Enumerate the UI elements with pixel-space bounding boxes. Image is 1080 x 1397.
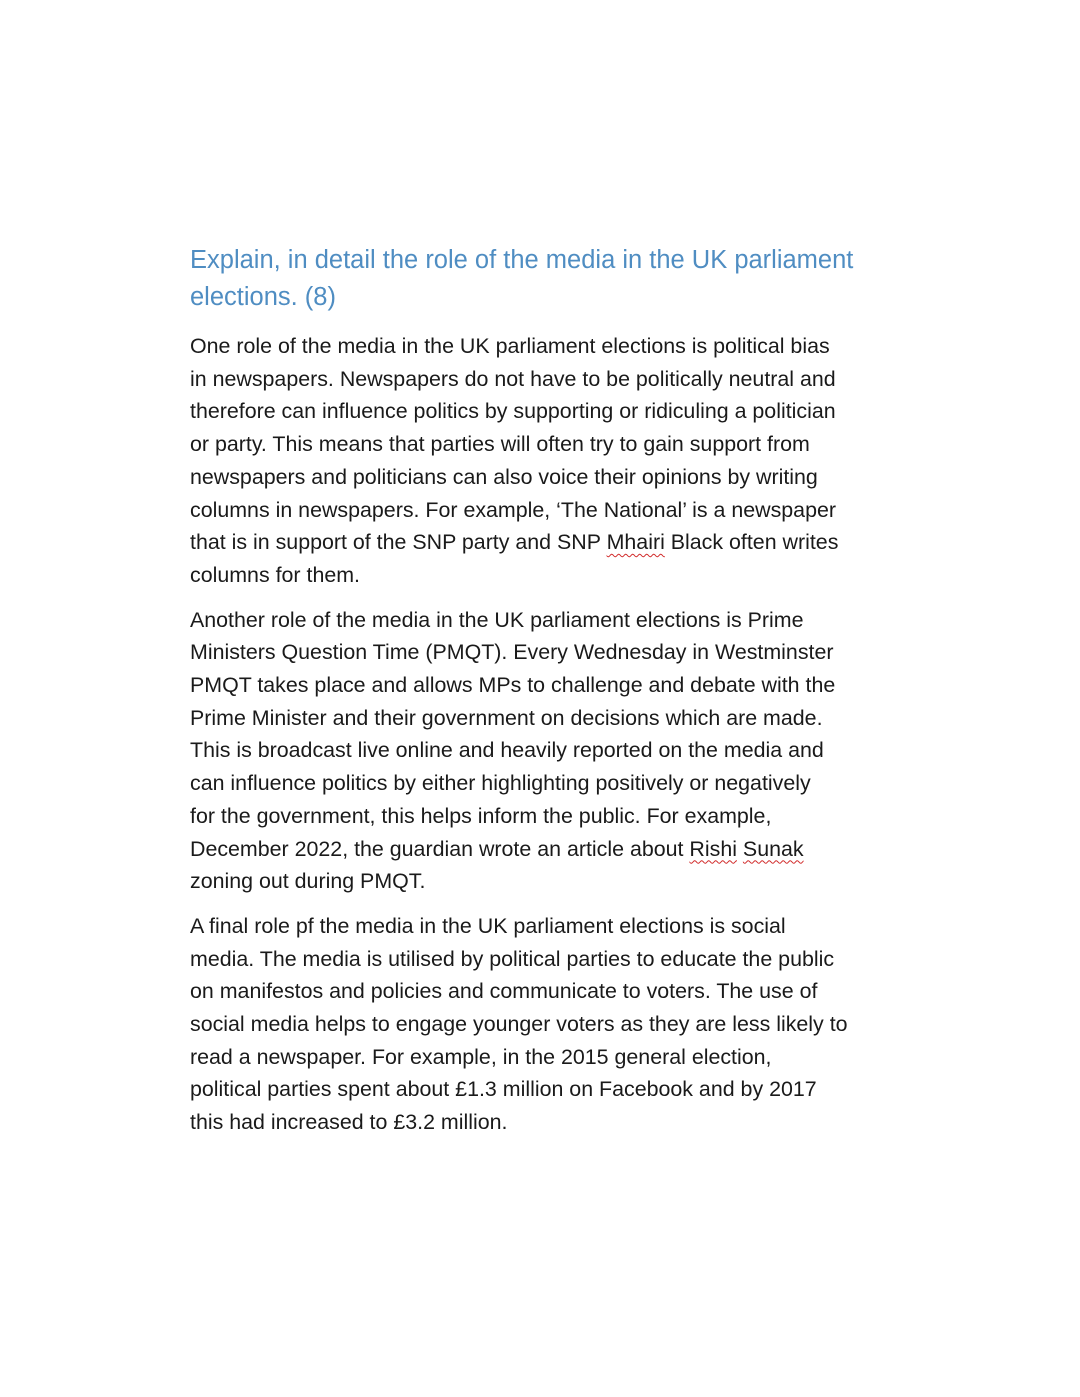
text-line: Prime Minister and their government on decisions which are made. (190, 705, 823, 730)
text-line: A final role pf the media in the UK parliament elections is social (190, 913, 786, 938)
spelling-flagged-word[interactable]: Mhairi (606, 530, 665, 555)
text-line (190, 526, 910, 559)
paragraph-pmqt (190, 604, 910, 898)
text-line: on manifestos and policies and communicate to voters. The use of (190, 979, 818, 1004)
text-line: for the government, this helps inform the public. For example, (190, 803, 772, 828)
paragraph-social-media (190, 910, 910, 1139)
text-line: political parties spent about £1.3 million on Facebook and by 2017 (190, 1077, 817, 1102)
text-line: Ministers Question Time (PMQT). Every Wednesday in Westminster (190, 640, 834, 665)
text-fragment: that is in support of the SNP party and SNP (190, 530, 607, 555)
text-line: social media helps to engage younger voters as they are less likely to (190, 1012, 848, 1037)
text-fragment: December 2022, the guardian wrote an article about (190, 836, 690, 861)
text-line: columns in newspapers. For example, ‘The National’ is a newspaper (190, 497, 836, 522)
heading-line: elections. (8) (190, 283, 336, 311)
question-heading (190, 242, 910, 316)
text-line: newspapers and politicians can also voice their opinions by writing (190, 464, 818, 489)
text-line: or party. This means that parties will often try to gain support from (190, 432, 810, 457)
text-line: This is broadcast live online and heavily reported on the media and (190, 738, 824, 763)
text-line: read a newspaper. For example, in the 2015 general election, (190, 1044, 772, 1069)
text-line: PMQT takes place and allows MPs to challenge and debate with the (190, 673, 836, 698)
text-line: this had increased to £3.2 million. (190, 1110, 508, 1135)
text-line: therefore can influence politics by supporting or ridiculing a politician (190, 399, 836, 424)
text-line: Another role of the media in the UK parliament elections is Prime (190, 607, 804, 632)
text-line: media. The media is utilised by political parties to educate the public (190, 946, 835, 971)
text-line: in newspapers. Newspapers do not have to be politically neutral and (190, 366, 836, 391)
text-line: zoning out during PMQT. (190, 869, 426, 894)
document-body (190, 242, 910, 1151)
spelling-flagged-word[interactable]: Rishi (689, 836, 737, 861)
text-line: can influence politics by either highlighting positively or negatively (190, 771, 811, 796)
text-line (190, 833, 910, 866)
text-fragment: Black often writes (664, 530, 839, 555)
spelling-flagged-word[interactable]: Sunak (742, 836, 804, 861)
heading-line: Explain, in detail the role of the media in the UK parliament (190, 246, 854, 274)
paragraph-newspapers (190, 330, 910, 592)
text-line: One role of the media in the UK parliament elections is political bias (190, 334, 830, 358)
text-line: columns for them. (190, 562, 360, 587)
